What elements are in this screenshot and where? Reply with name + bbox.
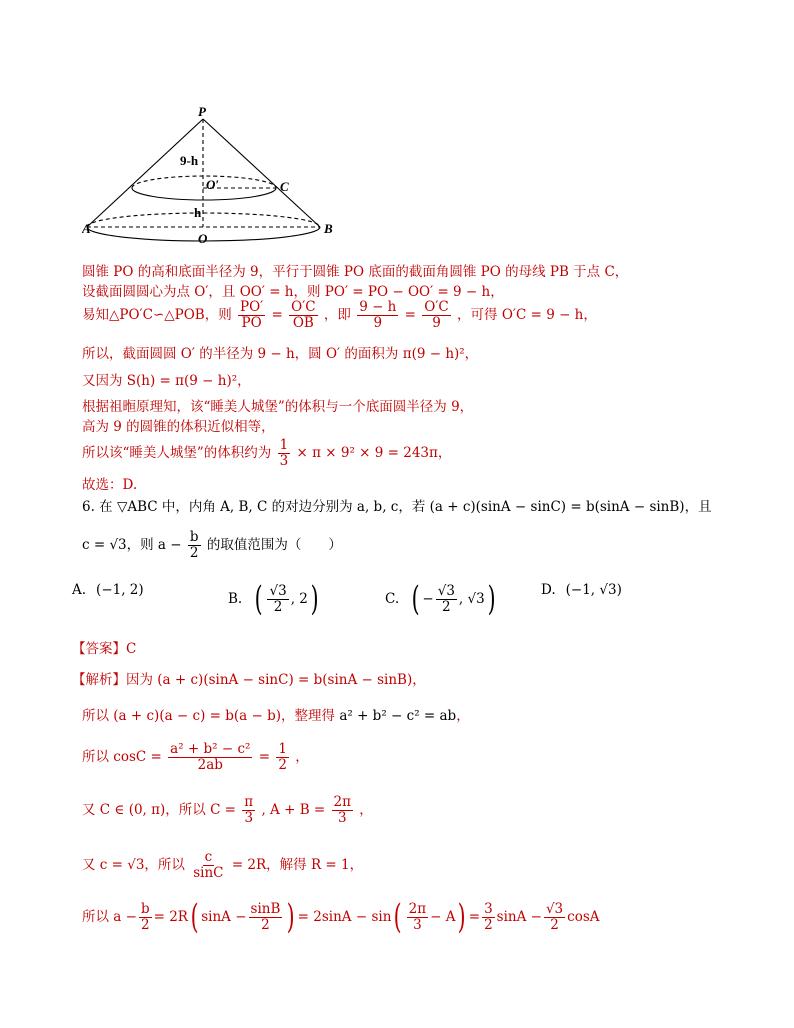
analysis-line2: 所以 (a + c)(a − c) = b(a − b)，整理得 a² + b² − c² = ab， bbox=[82, 708, 470, 724]
q6-stem-line1: 6. 在 ▽ABC 中，内角 A, B, C 的对边分别为 a, b, c，若 (a + c)(sinA − sinC) = b(sinA − sinB)，且 bbox=[82, 499, 712, 515]
frac-oc-ob: $\frac{O'C}{OB}$ bbox=[291, 299, 316, 331]
sol5-line4: 所以，截面圆圆 O′ 的半径为 9 − h，圆 O′ 的面积为 π(9 − h)²， bbox=[82, 346, 479, 362]
frac-b-2: $\frac{b}{2}$ bbox=[189, 529, 199, 561]
option-d[interactable]: D. (−1, √3) bbox=[541, 582, 622, 598]
sol5-line3: 易知△PO′C∽△POB，则 $\frac{PO'}{PO}$ = $\frac{O'C}{OB}$ ，即 $\frac{9 - h}{9}$ = $\frac{O'C}{9}$ ，可得 O′C = 9 − h， bbox=[82, 299, 597, 331]
sol5-line2: 设截面圆圆心为点 O′，且 OO′ = h，则 PO′ = PO − OO′ = 9 − h， bbox=[82, 284, 504, 300]
option-b[interactable]: B. ( $\frac{√3}{2}$ , 2 ) bbox=[228, 579, 319, 619]
label-h: h bbox=[194, 205, 202, 220]
label-o: O bbox=[198, 231, 208, 245]
sol5-line6: 根据祖暅原理知，该“睡美人城堡”的体积与一个底面圆半径为 9， bbox=[82, 399, 474, 415]
sol5-line1: 圆锥 PO 的高和底面半径为 9，平行于圆锥 PO 底面的截面角圆锥 PO 的母线 PB 于点 C， bbox=[82, 264, 629, 280]
cone-figure bbox=[82, 105, 342, 245]
analysis-line4: 又 C ∈ (0, π)，所以 C = $\frac{\pi}{3}$ , A + B = $\frac{2\pi}{3}$ ， bbox=[82, 794, 373, 826]
q6-stem-line2: c = √3，则 a − $\frac{b}{2}$ 的取值范围为（ ） bbox=[82, 529, 342, 561]
generatrix-pb bbox=[203, 119, 320, 227]
analysis-line5: 又 c = √3，所以 $\frac{c}{\sin C}$ = 2R，解得 R = 1， bbox=[82, 849, 364, 881]
option-a[interactable]: A. (−1, 2) bbox=[72, 582, 144, 598]
label-a: A bbox=[82, 221, 91, 236]
answer-line: 【答案】C bbox=[72, 641, 137, 657]
frac-one-third: $\frac{1}{3}$ bbox=[279, 437, 289, 469]
sol5-line5: 又因为 S(h) = π(9 − h)²， bbox=[82, 373, 251, 389]
analysis-line3: 所以 cosC = $\frac{\text{a² + b² − c²}}{2ab}$ = $\frac{1}{2}$ ， bbox=[82, 741, 309, 773]
generatrix-pa bbox=[87, 119, 203, 227]
sol5-line7: 高为 9 的圆锥的体积近似相等， bbox=[82, 419, 275, 435]
label-p: P bbox=[198, 105, 206, 119]
label-o-prime: O′ bbox=[206, 177, 220, 192]
label-b: B bbox=[324, 221, 333, 236]
analysis-line1: 【解析】因为 (a + c)(sinA − sinC) = b(sinA − sinB)， bbox=[72, 672, 426, 688]
label-c: C bbox=[280, 179, 289, 194]
frac-oc-9: $\frac{O'C}{9}$ bbox=[424, 299, 449, 331]
sol5-line3-pre: 易知△PO′C∽△POB，则 bbox=[82, 307, 232, 323]
frac-po-prime-po: $\frac{PO'}{PO}$ bbox=[240, 299, 264, 331]
analysis-line6: 所以 a − $\frac{b}{2}$ = 2R ( sinA − $\frac{\sin B}{2}$ ) = 2sinA − sin ( $\frac{2\pi}{3}$ − A ) = $\frac{3}{2}$ sinA − $\frac{√3}{2}$ cosA bbox=[82, 897, 600, 937]
label-9-minus-h: 9-h bbox=[180, 153, 199, 168]
section-ellipse-front bbox=[132, 188, 276, 200]
sol5-line9: 故选：D. bbox=[82, 477, 138, 493]
option-c[interactable]: C. ( − $\frac{√3}{2}$ , √3 ) bbox=[385, 579, 496, 619]
frac-9h-9: $\frac{9 - h}{9}$ bbox=[359, 299, 397, 331]
section-ellipse-back bbox=[132, 176, 276, 188]
sol5-line8: 所以该“睡美人城堡”的体积约为 $\frac{1}{3}$ × π × 9² × 9 = 243π， bbox=[82, 437, 452, 469]
